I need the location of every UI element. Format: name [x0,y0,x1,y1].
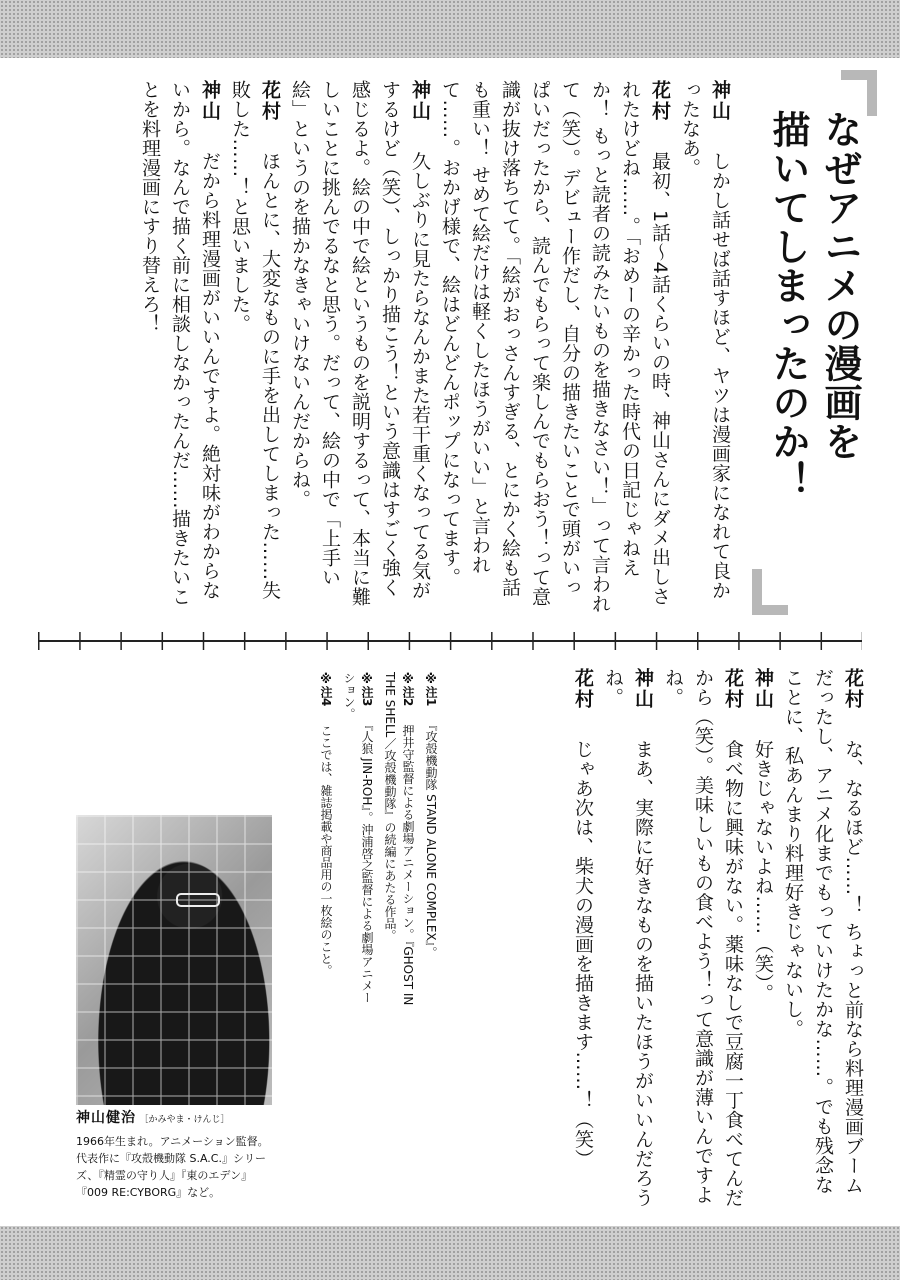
profile-kana: ［かみやま・けんじ］ [139,1115,230,1125]
dialogue-text: ほんとに、大変なものに手を出してしまった……失敗した……！と思いました。 [229,80,281,600]
dialogue-line [225,80,285,615]
footnote-text: 押井守監督による劇場アニメーション。『GHOST IN THE SHELL／攻殻機動隊』の続編にあたる作品。 [383,672,415,1006]
dialogue-text: 久しぶりに見たらなんかまた若干重くなってる気がするけど（笑）、しっかり描こう！という意識はすごく強く感じるよ。絵の中で絵というものを説明するって、本当に難しいことに挑んでるなと思う。だって、絵の中で「上手い絵」というのを描かなきゃいけないんだからね。 [289,80,431,607]
lower-dialogue [468,668,868,1208]
profile-caption [76,1110,276,1201]
profile-name: 神山健治 [76,1110,136,1126]
profile-heading [76,1110,276,1129]
dialogue-line [135,80,225,615]
footnotes [300,672,440,1012]
upper-dialogue [35,80,735,615]
footnote [317,672,335,1012]
title-line-2: 描いてしまったのか！ [766,110,811,500]
section-title [766,110,866,580]
dialogue-line [598,668,658,1208]
dialogue-text: しかし話せば話すほど、ヤツは漫画家になれて良かったなあ。 [679,80,731,600]
footnote-label: ※注4 [319,672,333,707]
footnote-text: 『攻殻機動隊 STAND ALONE COMPLEX』。 [424,724,438,959]
speaker-label: 花村 [842,668,864,710]
dialogue-line [748,668,778,1208]
dialogue-text: 最初、1話〜4話くらいの時、神山さんにダメ出しされたけどね……。「おめーの辛かった時代の日記じゃねえか！ もっと読者の読みたいものを描きなさい！」って言われて（笑）。デビュー作だし、自分の描きたいことで頭がいっぱいだったから、読んでもらって楽しんでもらおう！って意識が抜け落ちてて。「絵がおっさんすぎる、とにかく絵も話も重い！ せめて絵だけは軽くしたほうがいい」と言われて……。おかげ様で、絵はどんどんポップになってます。 [439,80,671,614]
dialogue-line [435,80,675,615]
dialogue-line [658,668,748,1208]
speaker-label: 神山 [752,668,774,710]
footnote-label: ※注3 [360,672,374,707]
profile-photo [76,815,272,1105]
dialogue-text: な、なるほど……！ ちょっと前なら料理漫画ブームだったし、アニメ化までもっていけたかな……。でも残念なことに、私あんまり料理好きじゃないし。 [782,668,864,1195]
footnote-label: ※注2 [401,672,415,707]
footnote [381,672,417,1012]
bottom-texture-band [0,1226,900,1280]
footnote-text: ここでは、雑誌掲載や商品用の一枚絵のこと。 [319,724,333,977]
dialogue-text: じゃあ次は、柴犬の漫画を描きます……！（笑） [572,739,594,1169]
footnote [422,672,440,1012]
glass-block-wall [76,815,272,1105]
speaker-label: 花村 [259,80,281,122]
dialogue-text: 食べ物に興味がない。薬味なしで豆腐一丁食べてんだから（笑）。美味しいもの食べよう！って意識が薄いんですよね。 [662,668,744,1208]
dialogue-line [568,668,598,1208]
speaker-label: 神山 [409,80,431,122]
speaker-label: 神山 [199,80,221,122]
speaker-label: 花村 [572,668,594,710]
glasses-shape [176,893,220,907]
dialogue-line [778,668,868,1208]
speaker-label: 神山 [632,668,654,710]
dialogue-line [285,80,435,615]
footnote-label: ※注1 [424,672,438,707]
top-texture-band [0,0,900,58]
section-title-box [752,70,877,615]
divider-ruler [38,632,862,650]
dialogue-text: だから料理漫画がいいんですよ。絶対味がわからないから。なんで描く前に相談しなかったんだ……描きたいことを料理漫画にすり替えろ！ [139,80,221,607]
dialogue-text: 好きじゃないよね……（笑）。 [752,739,774,1003]
profile-bio: 1966年生まれ。アニメーション監督。代表作に『攻殻機動隊 S.A.C.』シリーズ、『精霊の守り人』『東のエデン』『009 RE:CYBORG』など。 [76,1135,269,1199]
dialogue-line [675,80,735,615]
speaker-label: 花村 [722,668,744,710]
speaker-label: 神山 [709,80,731,122]
footnote-text: 『人狼 JIN-ROH』。沖浦啓之監督による劇場アニメーション。 [342,672,374,1004]
speaker-label: 花村 [649,80,671,122]
title-line-1: なぜアニメの漫画を [818,110,863,461]
footnote [340,672,376,1012]
dialogue-text: まあ、実際に好きなものを描いたほうがいいんだろうね。 [602,668,654,1208]
